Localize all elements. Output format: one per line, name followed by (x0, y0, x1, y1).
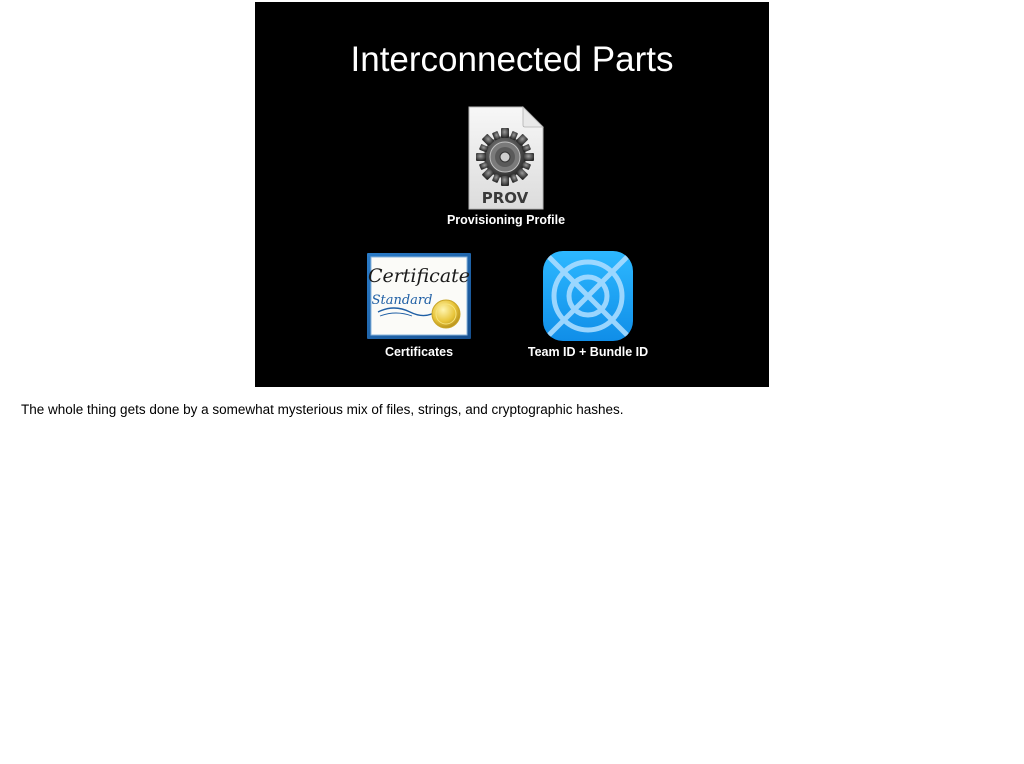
slide (255, 2, 769, 387)
team-bundle-id-label: Team ID + Bundle ID (527, 345, 649, 359)
prov-icon-text: PROV (481, 189, 529, 207)
app-id-crosshair-icon (542, 250, 634, 342)
certificate-heading: Certificate (367, 265, 471, 287)
presenter-notes: The whole thing gets done by a somewhat mysterious mix of files, strings, and cryptographic hashes. (21, 402, 624, 417)
slide-title: Interconnected Parts (350, 40, 674, 79)
certificate-icon (366, 252, 472, 340)
provisioning-profile-label: Provisioning Profile (446, 213, 566, 227)
certificate-subheading: Standard (371, 293, 433, 308)
provisioning-profile-icon (465, 105, 547, 213)
certificates-label: Certificates (384, 345, 454, 359)
